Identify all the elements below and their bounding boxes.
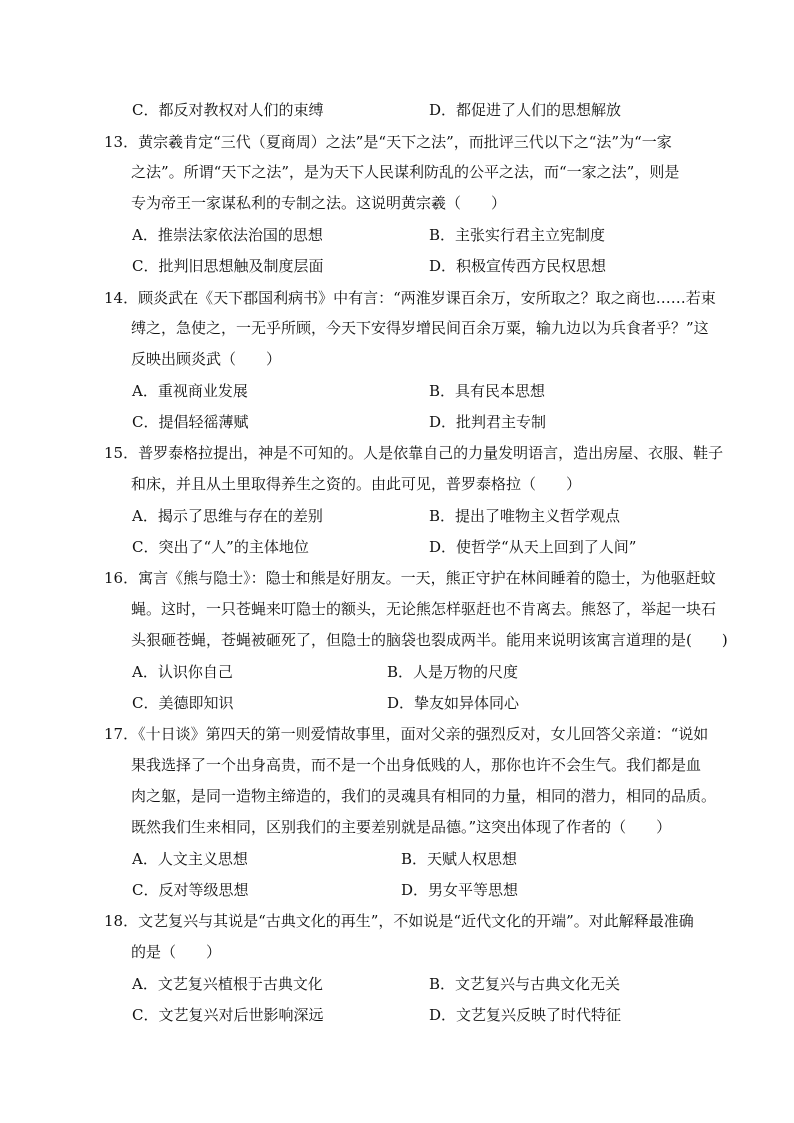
- q15-option-a: A．揭示了思维与存在的差别: [132, 507, 323, 525]
- q18-stem-line-2: 的是（ ）: [131, 943, 222, 961]
- q13-stem-line-3: 专为帝王一家谋私利的专制之法。这说明黄宗羲（ ）: [131, 194, 507, 212]
- q17-stem-line-3: 肉之躯，是同一造物主缔造的，我们的灵魂具有相同的力量，相同的潜力，相同的品质。: [131, 787, 717, 805]
- q13-option-a: A．推崇法家依法治国的思想: [132, 226, 323, 244]
- q14-option-b: B．具有民本思想: [429, 382, 546, 400]
- q15-stem-line-2: 和床，并且从土里取得养生之资的。由此可见，普罗泰格拉（ ）: [131, 475, 582, 493]
- q16-option-a: A．认识你自己: [132, 663, 233, 681]
- q16-option-d: D．挚友如异体同心: [387, 694, 520, 712]
- q16-stem-line-3: 头狠砸苍蝇，苍蝇被砸死了，但隐士的脑袋也裂成两半。能用来说明该寓言道理的是( ): [131, 631, 728, 649]
- q17-stem-line-1: 17．《十日谈》第四天的第一则爱情故事里，面对父亲的强烈反对，女儿回答父亲道：“说如: [104, 725, 709, 743]
- q16-stem-line-1: 16．寓言《熊与隐士》：隐士和熊是好朋友。一天，熊正守护在林间睡着的隐士，为他驱赶蚊: [104, 569, 716, 587]
- q16-stem-line-2: 蝇。这时，一只苍蝇来叮隐士的额头，无论熊怎样驱赶也不肯离去。熊怒了，举起一块石: [131, 600, 717, 618]
- q13-stem-line-1: 13．黄宗羲肯定“三代（夏商周）之法”是“天下之法”，而批评三代以下之“法”为“一家: [104, 133, 672, 151]
- q16-option-c: C．美德即知识: [132, 694, 234, 712]
- q17-option-d: D．男女平等思想: [401, 881, 519, 899]
- q18-option-c: C．文艺复兴对后世影响深远: [132, 1006, 324, 1024]
- q14-option-c: C．提倡轻徭薄赋: [132, 413, 249, 431]
- q17-stem-line-4: 既然我们生来相同，区别我们的主要差别就是品德。”这突出体现了作者的（ ）: [131, 818, 672, 836]
- q15-stem-line-1: 15．普罗泰格拉提出，神是不可知的。人是依靠自己的力量发明语言，造出房屋、衣服、鞋子: [104, 444, 724, 462]
- q14-stem-line-3: 反映出顾炎武（ ）: [131, 350, 282, 368]
- q12-option-d: D．都促进了人们的思想解放: [429, 101, 622, 119]
- q14-stem-line-1: 14．顾炎武在《天下郡国利病书》中有言：“两淮岁课百余万，安所取之？取之商也……若束: [104, 289, 716, 307]
- q12-option-c: C．都反对教权对人们的束缚: [132, 101, 324, 119]
- q13-option-b: B．主张实行君主立宪制度: [429, 226, 606, 244]
- q15-option-c: C．突出了“人”的主体地位: [132, 538, 309, 556]
- q17-option-b: B．天赋人权思想: [401, 850, 518, 868]
- q18-stem-line-1: 18．文艺复兴与其说是“古典文化的再生”，不如说是“近代文化的开端”。对此解释最准确: [104, 912, 694, 930]
- q18-option-d: D．文艺复兴反映了时代特征: [429, 1006, 622, 1024]
- q18-option-a: A．文艺复兴植根于古典文化: [132, 975, 323, 993]
- q13-option-c: C．批判旧思想触及制度层面: [132, 257, 324, 275]
- q17-option-c: C．反对等级思想: [132, 881, 249, 899]
- q14-option-d: D．批判君主专制: [429, 413, 547, 431]
- q16-option-b: B．人是万物的尺度: [387, 663, 519, 681]
- q15-option-b: B．提出了唯物主义哲学观点: [429, 507, 621, 525]
- q17-option-a: A．人文主义思想: [132, 850, 248, 868]
- q14-stem-line-2: 缚之，急使之，一无乎所顾，今天下安得岁增民间百余万粟，输九边以为兵食者乎？”这: [131, 319, 709, 337]
- q17-stem-line-2: 果我选择了一个出身高贵，而不是一个出身低贱的人，那你也许不会生气。我们都是血: [131, 756, 702, 774]
- q14-option-a: A．重视商业发展: [132, 382, 248, 400]
- q13-option-d: D．积极宣传西方民权思想: [429, 257, 607, 275]
- q13-stem-line-2: 之法”。所谓“天下之法”，是为天下人民谋利防乱的公平之法，而“一家之法”，则是: [131, 163, 680, 181]
- q18-option-b: B．文艺复兴与古典文化无关: [429, 975, 621, 993]
- q15-option-d: D．使哲学“从天上回到了人间”: [429, 538, 637, 556]
